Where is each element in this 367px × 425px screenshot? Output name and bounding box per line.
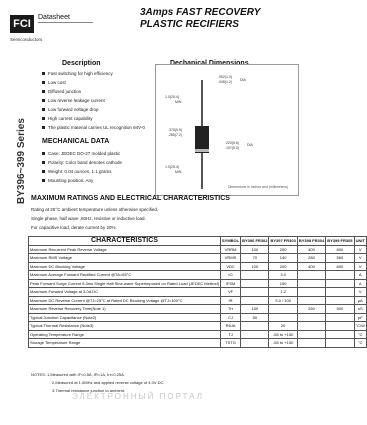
- table-cell: 500: [326, 305, 354, 314]
- feature-item: Fast switching for high efficiency: [42, 71, 113, 76]
- feature-item: Low reverse leakage current: [42, 98, 105, 103]
- table-cell: TJ: [220, 330, 240, 339]
- rating-line: Rating at 25°C ambient temperature unless otherwise specified.: [31, 207, 159, 212]
- dim-min-2: MIN: [175, 170, 182, 174]
- table-cell: Maximum Average Forward Rectified Current @TA=55°C: [29, 271, 221, 280]
- note-line: 3.Thermal resistance junction to ambient.: [52, 388, 126, 393]
- dim-body-dia-b: .197(5.0): [225, 146, 240, 150]
- table-cell: 200: [269, 262, 297, 271]
- table-cell: Peak Forward Surge Current 8.3ms Single Half Sine-wave Superimposed on Rated Load (JEDEC Method): [30, 280, 219, 286]
- rating-line: For capacitive load, derate current by 20%.: [31, 225, 117, 230]
- table-cell: V: [354, 288, 366, 297]
- table-cell: [297, 339, 325, 348]
- dimensions-heading: Dechanical Dimensions: [170, 60, 249, 67]
- dim-dia-top-a: .052(1.3): [218, 75, 233, 79]
- table-cell: Maximum Recurrent Peak Reverse Voltage: [29, 245, 221, 254]
- table-cell: nS: [354, 305, 366, 314]
- table-header-row: [29, 237, 367, 246]
- table-cell: [326, 330, 354, 339]
- feature-item: The plastic material carries UL recognition 94V-0: [42, 125, 145, 130]
- table-cell: 3.0: [269, 271, 297, 280]
- table-cell: 5.0 / 100: [269, 296, 297, 305]
- dim-body-len-b: .285(7.2): [168, 133, 183, 137]
- table-cell: [297, 279, 325, 288]
- table-cell: °C/W: [355, 323, 365, 329]
- table-row: [29, 245, 367, 254]
- rating-line: Single phase, half wave ,60Hz, resistive or inductive load.: [31, 216, 146, 221]
- feature-item: Low cost: [42, 80, 66, 85]
- table-cell: 70: [241, 254, 269, 263]
- table-cell: [269, 305, 297, 314]
- table-cell: 800: [326, 262, 354, 271]
- table-header-cell: BY397 FR303: [270, 238, 296, 244]
- table-row: [29, 339, 367, 348]
- datasheet-label: Datasheet: [38, 14, 70, 21]
- table-cell: pF: [354, 313, 366, 322]
- dimension-note: Dimensions in inches and (millimeters): [228, 185, 288, 189]
- table-cell: RθJA: [220, 322, 240, 331]
- table-cell: -55 to +150: [269, 330, 297, 339]
- table-cell: [241, 296, 269, 305]
- table-row: [29, 296, 367, 305]
- table-cell: [326, 339, 354, 348]
- table-cell: VRRM: [220, 245, 240, 254]
- table-cell: °C: [354, 339, 366, 348]
- table-cell: 100: [241, 262, 269, 271]
- dim-body-dia-a: .220(5.6): [225, 141, 240, 145]
- table-cell: Typical Junction Capacitance (Note2): [29, 313, 221, 322]
- table-cell: Typical Thermal Resistance (Note3): [29, 322, 221, 331]
- table-cell: [241, 288, 269, 297]
- page-title-line2: PLASTIC RECIFIERS: [140, 19, 239, 30]
- note-line: 2.Measured at 1.0MHz and applied reverse voltage of 4.0V DC.: [52, 380, 165, 385]
- table-row: [29, 322, 367, 331]
- table-cell: Maximum Reverse Recovery Time(Note 1): [29, 305, 221, 314]
- table-cell: V: [354, 262, 366, 271]
- watermark: ЭЛЕКТРОННЫЙ ПОРТАЛ: [72, 392, 204, 401]
- table-cell: μA: [354, 296, 366, 305]
- table-row: [29, 262, 367, 271]
- table-cell: [297, 330, 325, 339]
- table-cell: Maximum DC Blocking Voltage: [29, 262, 221, 271]
- mechanical-item: Polarity: Color band denotes cathode: [42, 160, 122, 165]
- table-header-cell: BY399 FR305: [327, 238, 353, 244]
- ratings-heading: MAXIMUM RATINGS AND ELECTRICAL CHARACTERISTICS: [31, 195, 230, 202]
- table-cell: V: [354, 254, 366, 263]
- dim-body-dia-unit: DIA: [247, 143, 253, 147]
- semiconductors-label: Semiconductors: [10, 37, 43, 42]
- table-cell: Maximum RMS Voltage: [29, 254, 221, 263]
- mechanical-item: Case: JEDEC DO-27 molded plastic: [42, 151, 120, 156]
- mechanical-heading: MECHANICAL DATA: [42, 138, 110, 145]
- page-title-line1: 3Amps FAST RECOVERY: [140, 7, 261, 18]
- dim-lead-top: 1.0(25.4): [165, 95, 180, 99]
- table-cell: 100: [241, 245, 269, 254]
- table-cell: 150: [269, 279, 297, 288]
- table-cell: A: [354, 279, 366, 288]
- table-cell: VDC: [220, 262, 240, 271]
- table-cell: IO: [220, 271, 240, 280]
- table-cell: [297, 288, 325, 297]
- table-cell: Operating Temperature Range: [29, 330, 221, 339]
- table-cell: [326, 288, 354, 297]
- table-cell: VRMS: [220, 254, 240, 263]
- table-cell: IR: [220, 296, 240, 305]
- table-cell: Maximum Forward Voltage at 3.0A DC: [29, 288, 221, 297]
- dim-min-1: MIN: [175, 100, 182, 104]
- diode-lead-top: [201, 80, 203, 126]
- characteristics-table: [28, 236, 367, 348]
- dim-dia-top-unit: DIA: [240, 78, 246, 82]
- table-row: [29, 279, 367, 288]
- table-cell: 250: [297, 305, 325, 314]
- table-row: [29, 330, 367, 339]
- description-heading: Description: [62, 60, 101, 67]
- table-row: [29, 254, 367, 263]
- table-cell: °C: [354, 330, 366, 339]
- table-cell: [326, 296, 354, 305]
- table-cell: 20: [269, 322, 297, 331]
- table-cell: [297, 322, 325, 331]
- table-cell: 50: [241, 313, 269, 322]
- dim-body-len-a: .375(9.5): [168, 128, 183, 132]
- table-cell: 400: [297, 262, 325, 271]
- table-cell: -55 to +150: [269, 339, 297, 348]
- dim-lead-bottom: 1.0(25.4): [165, 165, 180, 169]
- table-cell: 560: [326, 254, 354, 263]
- table-cell: 400: [297, 245, 325, 254]
- table-cell: Maximum DC Reverse Current @TJ=25°C at Rated DC Blocking Voltage @TJ=100°C: [29, 296, 221, 305]
- header-divider: [38, 22, 93, 23]
- mechanical-item: Weight: 0.04 ounces, 1.1 grams: [42, 169, 111, 174]
- table-header-cell: SYMBOL: [221, 238, 240, 244]
- table-cell: [241, 322, 269, 331]
- mechanical-item: Mounting position: Any: [42, 178, 93, 183]
- table-cell: VF: [220, 288, 240, 297]
- table-cell: [326, 322, 354, 331]
- table-cell: [297, 271, 325, 280]
- table-cell: 200: [269, 245, 297, 254]
- table-cell: [297, 296, 325, 305]
- table-cell: Storage Temperature Range: [29, 339, 221, 348]
- table-cell: [326, 279, 354, 288]
- table-cell: [326, 271, 354, 280]
- diode-lead-bottom: [201, 153, 203, 189]
- table-cell: 1.2: [269, 288, 297, 297]
- table-row: [29, 305, 367, 314]
- table-header-cell: BY398 FR304: [298, 238, 325, 244]
- table-cell: Trr: [220, 305, 240, 314]
- table-header-cell: CHARACTERISTICS: [29, 237, 221, 246]
- table-header-cell: BY396 FR302: [242, 238, 268, 244]
- table-cell: [241, 339, 269, 348]
- table-cell: CJ: [220, 313, 240, 322]
- table-cell: TSTG: [220, 339, 240, 348]
- table-row: [29, 271, 367, 280]
- series-side-title: BY396~399 Series: [16, 118, 27, 204]
- feature-item: Low forward voltage drop: [42, 107, 99, 112]
- table-cell: [269, 313, 297, 322]
- company-logo: FCI: [10, 15, 34, 33]
- table-cell: 800: [326, 245, 354, 254]
- note-line: NOTES: 1.Measured with IF=0.5A, IR=1A, Irr=0.25A.: [31, 372, 125, 377]
- table-body: [29, 245, 367, 347]
- table-cell: IFSM: [220, 279, 240, 288]
- table-row: [29, 313, 367, 322]
- table-cell: [241, 279, 269, 288]
- table-cell: V: [354, 245, 366, 254]
- table-cell: 140: [269, 254, 297, 263]
- table-cell: A: [354, 271, 366, 280]
- table-header-cell: UNIT: [355, 238, 365, 244]
- table-cell: 150: [241, 305, 269, 314]
- table-cell: 280: [297, 254, 325, 263]
- table-cell: [241, 271, 269, 280]
- feature-item: High current capability: [42, 116, 93, 121]
- feature-item: Diffused junction: [42, 89, 81, 94]
- table-cell: [241, 330, 269, 339]
- cathode-band: [195, 149, 209, 152]
- table-cell: [326, 313, 354, 322]
- table-cell: [297, 313, 325, 322]
- table-row: [29, 288, 367, 297]
- dim-dia-top-b: .048(1.2): [218, 80, 233, 84]
